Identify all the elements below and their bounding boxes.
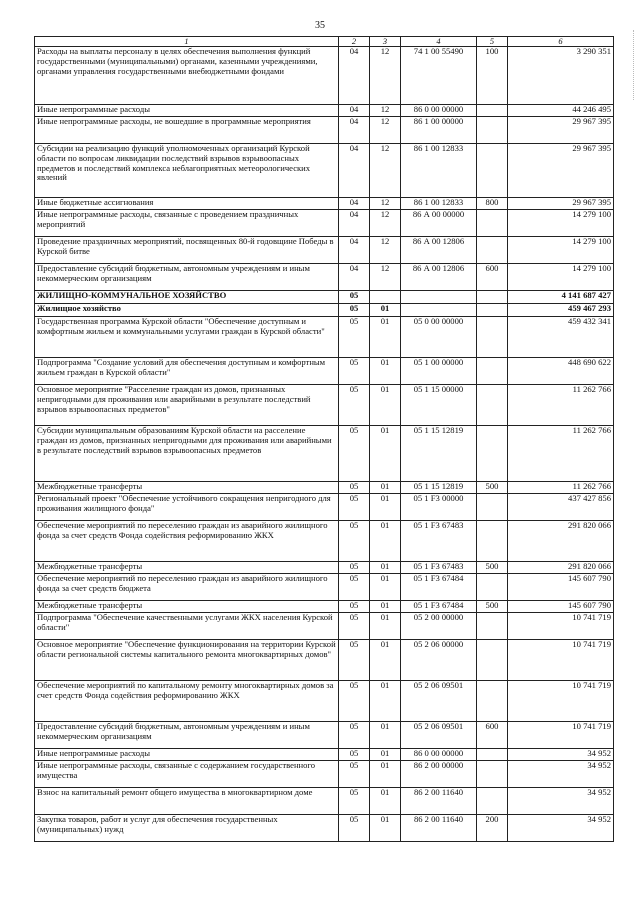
row-amount: 11 262 766 xyxy=(508,482,614,494)
table-row xyxy=(35,681,614,722)
row-amount: 29 967 395 xyxy=(508,144,614,198)
row-amount: 10 741 719 xyxy=(508,722,614,749)
row-subsection: 01 xyxy=(370,815,401,842)
row-description: Подпрограмма "Создание условий для обеспечения доступным и комфортным жильем граждан в Курской области" xyxy=(35,358,339,385)
row-expense-type xyxy=(477,761,508,788)
table-header-row xyxy=(35,37,614,47)
row-section: 05 xyxy=(339,788,370,815)
row-expense-type xyxy=(477,385,508,426)
row-expense-type xyxy=(477,521,508,562)
row-amount: 34 952 xyxy=(508,749,614,761)
row-expense-type xyxy=(477,494,508,521)
row-target-code: 05 1 F3 67483 xyxy=(401,521,477,562)
header-cell: 5 xyxy=(477,37,508,47)
row-subsection: 12 xyxy=(370,198,401,210)
row-target-code xyxy=(401,291,477,304)
row-subsection: 01 xyxy=(370,681,401,722)
row-description: Субсидии на реализацию функций уполномоченных организаций Курской области по вопросам ликвидации последствий взрывов взрывоопасных предметов и последствий комплекса неблагоприятных метеорологических явлений xyxy=(35,144,339,198)
row-target-code: 86 0 00 00000 xyxy=(401,749,477,761)
row-amount: 459 467 293 xyxy=(508,304,614,317)
table-row xyxy=(35,117,614,144)
row-subsection: 01 xyxy=(370,574,401,601)
row-description: Государственная программа Курской области "Обеспечение доступным и комфортным жильем и коммунальными услугами граждан в Курской области" xyxy=(35,317,339,358)
row-expense-type xyxy=(477,304,508,317)
row-section: 05 xyxy=(339,291,370,304)
row-description: Подпрограмма "Обеспечение качественными услугами ЖКХ населения Курской области" xyxy=(35,613,339,640)
row-description: Межбюджетные трансферты xyxy=(35,562,339,574)
row-subsection: 01 xyxy=(370,317,401,358)
table-row xyxy=(35,722,614,749)
row-amount: 291 820 066 xyxy=(508,521,614,562)
row-expense-type: 600 xyxy=(477,264,508,291)
row-target-code: 86 1 00 12833 xyxy=(401,144,477,198)
row-subsection xyxy=(370,291,401,304)
row-description: Жилищное хозяйство xyxy=(35,304,339,317)
row-section: 04 xyxy=(339,210,370,237)
table-row xyxy=(35,494,614,521)
row-subsection: 12 xyxy=(370,237,401,264)
row-target-code: 74 1 00 55490 xyxy=(401,47,477,105)
table-row xyxy=(35,761,614,788)
table-row xyxy=(35,815,614,842)
row-section: 04 xyxy=(339,198,370,210)
row-subsection: 01 xyxy=(370,722,401,749)
row-section: 05 xyxy=(339,304,370,317)
row-target-code: 05 0 00 00000 xyxy=(401,317,477,358)
row-target-code: 05 1 15 00000 xyxy=(401,385,477,426)
row-target-code: 86 0 00 00000 xyxy=(401,105,477,117)
row-subsection: 01 xyxy=(370,494,401,521)
row-target-code: 05 1 15 12819 xyxy=(401,426,477,482)
row-section: 05 xyxy=(339,521,370,562)
header-cell: 4 xyxy=(401,37,477,47)
row-expense-type: 500 xyxy=(477,482,508,494)
row-description: Закупка товаров, работ и услуг для обеспечения государственных (муниципальных) нужд xyxy=(35,815,339,842)
row-target-code: 86 1 00 12833 xyxy=(401,198,477,210)
row-expense-type xyxy=(477,613,508,640)
row-target-code: 05 1 F3 67484 xyxy=(401,601,477,613)
row-expense-type xyxy=(477,788,508,815)
table-row xyxy=(35,574,614,601)
row-target-code: 05 1 F3 00000 xyxy=(401,494,477,521)
row-section: 05 xyxy=(339,640,370,681)
row-subsection: 12 xyxy=(370,264,401,291)
table-row xyxy=(35,482,614,494)
row-subsection: 12 xyxy=(370,117,401,144)
row-section: 05 xyxy=(339,601,370,613)
row-amount: 10 741 719 xyxy=(508,640,614,681)
row-amount: 44 246 495 xyxy=(508,105,614,117)
row-subsection: 01 xyxy=(370,562,401,574)
row-amount: 291 820 066 xyxy=(508,562,614,574)
row-subsection: 12 xyxy=(370,144,401,198)
row-section: 05 xyxy=(339,562,370,574)
row-description: Проведение праздничных мероприятий, посвященных 80-й годовщине Победы в Курской битве xyxy=(35,237,339,264)
row-subsection: 01 xyxy=(370,482,401,494)
row-amount: 29 967 395 xyxy=(508,198,614,210)
row-target-code xyxy=(401,304,477,317)
row-subsection: 01 xyxy=(370,613,401,640)
row-description: ЖИЛИЩНО-КОММУНАЛЬНОЕ ХОЗЯЙСТВО xyxy=(35,291,339,304)
row-section: 05 xyxy=(339,358,370,385)
row-description: Иные непрограммные расходы xyxy=(35,105,339,117)
row-expense-type xyxy=(477,237,508,264)
row-target-code: 86 1 00 00000 xyxy=(401,117,477,144)
row-expense-type xyxy=(477,144,508,198)
row-amount: 14 279 100 xyxy=(508,264,614,291)
table-row xyxy=(35,613,614,640)
row-subsection: 12 xyxy=(370,210,401,237)
row-expense-type: 500 xyxy=(477,562,508,574)
row-amount: 4 141 687 427 xyxy=(508,291,614,304)
row-section: 05 xyxy=(339,574,370,601)
row-target-code: 86 2 00 00000 xyxy=(401,761,477,788)
row-amount: 145 607 790 xyxy=(508,601,614,613)
table-row xyxy=(35,304,614,317)
table-row xyxy=(35,385,614,426)
table-row xyxy=(35,601,614,613)
row-amount: 10 741 719 xyxy=(508,613,614,640)
row-expense-type xyxy=(477,358,508,385)
table-row xyxy=(35,47,614,105)
row-amount: 14 279 100 xyxy=(508,210,614,237)
row-description: Иные непрограммные расходы, не вошедшие в программные мероприятия xyxy=(35,117,339,144)
row-amount: 437 427 856 xyxy=(508,494,614,521)
table-row xyxy=(35,640,614,681)
row-subsection: 01 xyxy=(370,358,401,385)
row-description: Предоставление субсидий бюджетным, автономным учреждениям и иным некоммерческим организациям xyxy=(35,722,339,749)
row-description: Региональный проект "Обеспечение устойчивого сокращения непригодного для проживания жилищного фонда" xyxy=(35,494,339,521)
row-section: 04 xyxy=(339,264,370,291)
row-expense-type xyxy=(477,749,508,761)
row-target-code: 05 1 00 00000 xyxy=(401,358,477,385)
row-target-code: 05 2 06 09501 xyxy=(401,722,477,749)
row-target-code: 05 1 F3 67484 xyxy=(401,574,477,601)
row-target-code: 05 1 15 12819 xyxy=(401,482,477,494)
row-target-code: 86 А 00 12806 xyxy=(401,237,477,264)
row-description: Иные непрограммные расходы xyxy=(35,749,339,761)
table-row xyxy=(35,264,614,291)
row-section: 04 xyxy=(339,144,370,198)
row-expense-type xyxy=(477,681,508,722)
budget-table xyxy=(34,36,614,842)
row-subsection: 01 xyxy=(370,521,401,562)
table-row xyxy=(35,358,614,385)
table-row xyxy=(35,788,614,815)
row-expense-type: 600 xyxy=(477,722,508,749)
row-section: 05 xyxy=(339,681,370,722)
row-section: 05 xyxy=(339,761,370,788)
row-expense-type: 500 xyxy=(477,601,508,613)
table-row xyxy=(35,198,614,210)
row-expense-type xyxy=(477,210,508,237)
row-subsection: 01 xyxy=(370,426,401,482)
header-cell: 2 xyxy=(339,37,370,47)
row-amount: 11 262 766 xyxy=(508,426,614,482)
table-row xyxy=(35,317,614,358)
row-subsection: 01 xyxy=(370,601,401,613)
row-section: 05 xyxy=(339,815,370,842)
row-section: 05 xyxy=(339,749,370,761)
row-expense-type xyxy=(477,317,508,358)
row-description: Обеспечение мероприятий по капитальному ремонту многоквартирных домов за счет средств Фонда содействия реформированию ЖКХ xyxy=(35,681,339,722)
row-section: 04 xyxy=(339,47,370,105)
row-section: 04 xyxy=(339,105,370,117)
row-description: Обеспечение мероприятий по переселению граждан из аварийного жилищного фонда за счет средств Фонда содействия реформированию ЖКХ xyxy=(35,521,339,562)
row-description: Субсидии муниципальным образованиям Курской области на расселение граждан из домов, признанных непригодными для проживания или аварийными в результате последствий взрывов взрывоопасных предметов xyxy=(35,426,339,482)
row-subsection: 12 xyxy=(370,47,401,105)
row-expense-type xyxy=(477,426,508,482)
row-target-code: 86 2 00 11640 xyxy=(401,815,477,842)
row-section: 05 xyxy=(339,385,370,426)
table-row xyxy=(35,237,614,264)
row-subsection: 12 xyxy=(370,105,401,117)
row-amount: 459 432 341 xyxy=(508,317,614,358)
row-expense-type: 800 xyxy=(477,198,508,210)
table-row xyxy=(35,562,614,574)
row-amount: 145 607 790 xyxy=(508,574,614,601)
scan-edge-mark xyxy=(633,30,638,100)
row-description: Обеспечение мероприятий по переселению граждан из аварийного жилищного фонда за счет средств бюджета xyxy=(35,574,339,601)
row-section: 05 xyxy=(339,426,370,482)
row-amount: 34 952 xyxy=(508,788,614,815)
row-target-code: 05 2 06 00000 xyxy=(401,640,477,681)
row-description: Основное мероприятие "Обеспечение функционирования на территории Курской области региональной системы капитального ремонта многоквартирных домов" xyxy=(35,640,339,681)
row-description: Иные бюджетные ассигнования xyxy=(35,198,339,210)
row-subsection: 01 xyxy=(370,761,401,788)
row-expense-type xyxy=(477,117,508,144)
row-description: Межбюджетные трансферты xyxy=(35,601,339,613)
row-description: Предоставление субсидий бюджетным, автономным учреждениям и иным некоммерческим организациям xyxy=(35,264,339,291)
table-row xyxy=(35,521,614,562)
row-target-code: 86 А 00 12806 xyxy=(401,264,477,291)
row-section: 04 xyxy=(339,117,370,144)
row-amount: 3 290 351 xyxy=(508,47,614,105)
row-section: 05 xyxy=(339,722,370,749)
row-target-code: 05 1 F3 67483 xyxy=(401,562,477,574)
row-section: 05 xyxy=(339,613,370,640)
row-expense-type xyxy=(477,640,508,681)
row-amount: 10 741 719 xyxy=(508,681,614,722)
row-expense-type xyxy=(477,105,508,117)
row-amount: 29 967 395 xyxy=(508,117,614,144)
row-amount: 448 690 622 xyxy=(508,358,614,385)
row-expense-type xyxy=(477,574,508,601)
row-subsection: 01 xyxy=(370,304,401,317)
table-row xyxy=(35,105,614,117)
row-description: Расходы на выплаты персоналу в целях обеспечения выполнения функций государственными (муниципальными) органами, казенными учреждениями, органами управления государственными внебюджетными фондами xyxy=(35,47,339,105)
row-description: Взнос на капитальный ремонт общего имущества в многоквартирном доме xyxy=(35,788,339,815)
row-amount: 11 262 766 xyxy=(508,385,614,426)
row-expense-type: 100 xyxy=(477,47,508,105)
row-description: Межбюджетные трансферты xyxy=(35,482,339,494)
row-expense-type: 200 xyxy=(477,815,508,842)
row-amount: 34 952 xyxy=(508,815,614,842)
row-description: Основное мероприятие "Расселение граждан из домов, признанных непригодными для проживания или аварийными в результате последствий взрывов взрывоопасных предметов" xyxy=(35,385,339,426)
row-expense-type xyxy=(477,291,508,304)
row-amount: 34 952 xyxy=(508,761,614,788)
page-number: 35 xyxy=(315,20,325,31)
row-description: Иные непрограммные расходы, связанные с проведением праздничных мероприятий xyxy=(35,210,339,237)
table-row xyxy=(35,144,614,198)
row-section: 05 xyxy=(339,317,370,358)
row-section: 05 xyxy=(339,494,370,521)
row-subsection: 01 xyxy=(370,749,401,761)
row-subsection: 01 xyxy=(370,385,401,426)
table-row xyxy=(35,210,614,237)
row-target-code: 86 2 00 11640 xyxy=(401,788,477,815)
row-description: Иные непрограммные расходы, связанные с содержанием государственного имущества xyxy=(35,761,339,788)
row-target-code: 05 2 00 00000 xyxy=(401,613,477,640)
table-row xyxy=(35,749,614,761)
row-target-code: 86 А 00 00000 xyxy=(401,210,477,237)
row-amount: 14 279 100 xyxy=(508,237,614,264)
row-subsection: 01 xyxy=(370,640,401,681)
row-section: 04 xyxy=(339,237,370,264)
header-cell: 1 xyxy=(35,37,339,47)
header-cell: 3 xyxy=(370,37,401,47)
row-section: 05 xyxy=(339,482,370,494)
table-row xyxy=(35,426,614,482)
row-subsection: 01 xyxy=(370,788,401,815)
header-cell: 6 xyxy=(508,37,614,47)
table-row xyxy=(35,291,614,304)
row-target-code: 05 2 06 09501 xyxy=(401,681,477,722)
